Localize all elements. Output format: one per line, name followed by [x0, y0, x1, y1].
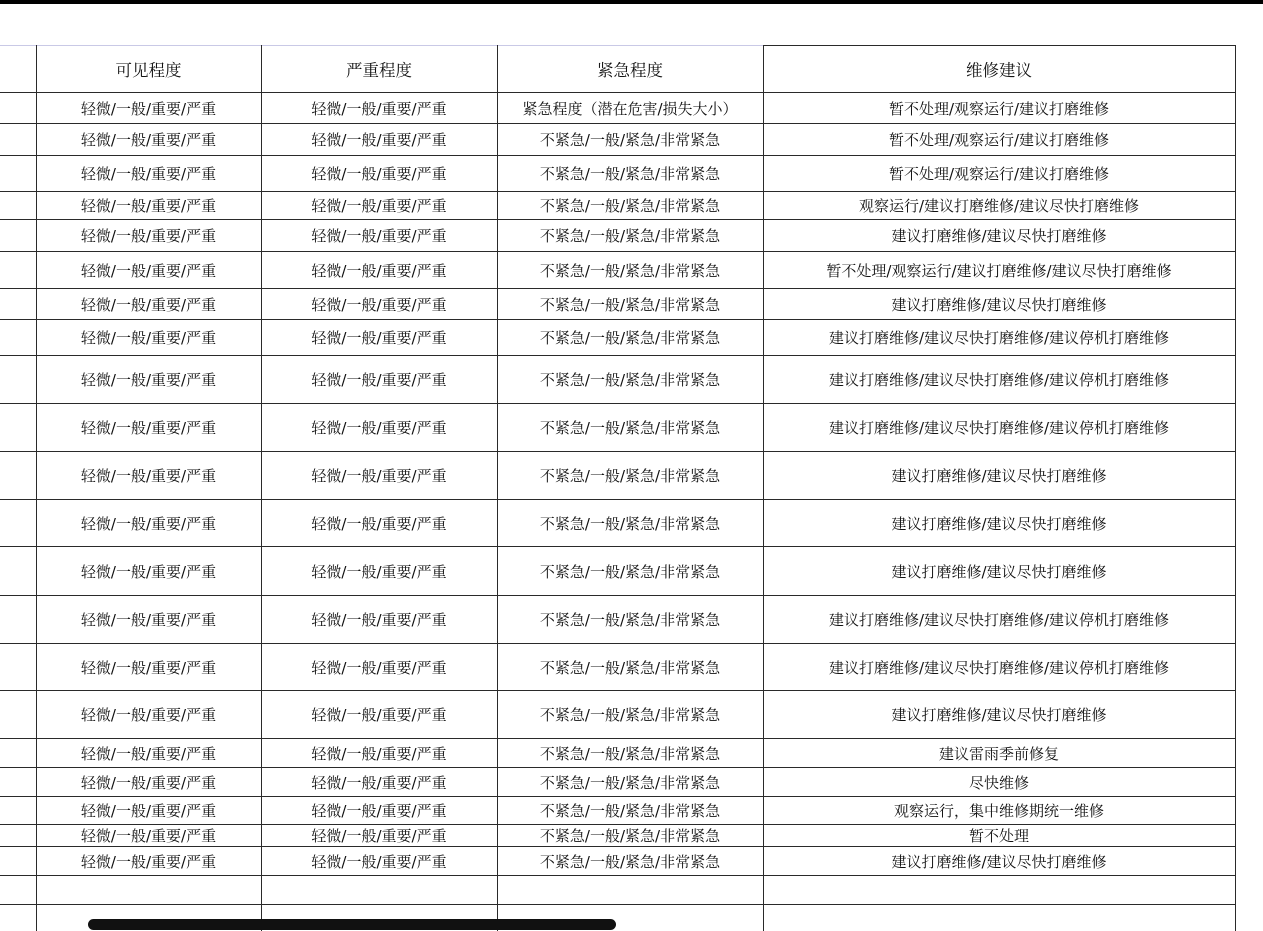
table-row: [0, 356, 1235, 404]
inspection-table: [0, 45, 1236, 931]
table-row: [0, 452, 1235, 500]
cell-stub[interactable]: [0, 547, 36, 596]
cell-stub[interactable]: [0, 596, 36, 644]
cell-urgency[interactable]: 不紧急/一般/紧急/非常紧急: [497, 739, 763, 768]
header-advice[interactable]: 维修建议: [763, 46, 1235, 93]
top-edge-bar: [0, 0, 1263, 4]
cell-visibility[interactable]: 轻微/一般/重要/严重: [36, 192, 261, 220]
cell-stub[interactable]: [0, 289, 36, 320]
cell-severity[interactable]: 轻微/一般/重要/严重: [261, 404, 497, 452]
cell-severity[interactable]: [261, 876, 497, 905]
table-row: [0, 93, 1235, 124]
cell-stub[interactable]: [0, 797, 36, 825]
header-row: [0, 46, 1235, 93]
table-row: [0, 289, 1235, 320]
cell-severity[interactable]: 轻微/一般/重要/严重: [261, 452, 497, 500]
cell-urgency[interactable]: 不紧急/一般/紧急/非常紧急: [497, 847, 763, 876]
table-row: [0, 644, 1235, 691]
cell-visibility[interactable]: 轻微/一般/重要/严重: [36, 404, 261, 452]
cell-stub[interactable]: [0, 500, 36, 547]
cell-stub[interactable]: [0, 156, 36, 192]
cell-severity[interactable]: 轻微/一般/重要/严重: [261, 93, 497, 124]
cell-severity[interactable]: 轻微/一般/重要/严重: [261, 768, 497, 797]
cell-advice[interactable]: 暂不处理/观察运行/建议打磨维修/建议尽快打磨维修: [763, 252, 1235, 289]
cell-visibility[interactable]: 轻微/一般/重要/严重: [36, 289, 261, 320]
cell-visibility[interactable]: 轻微/一般/重要/严重: [36, 825, 261, 847]
table-row: [0, 847, 1235, 876]
table-row: [0, 124, 1235, 156]
cell-stub[interactable]: [0, 644, 36, 691]
cell-advice[interactable]: 建议打磨维修/建议尽快打磨维修/建议停机打磨维修: [763, 320, 1235, 356]
cell-severity[interactable]: 轻微/一般/重要/严重: [261, 691, 497, 739]
cell-severity[interactable]: 轻微/一般/重要/严重: [261, 500, 497, 547]
cell-urgency[interactable]: 不紧急/一般/紧急/非常紧急: [497, 220, 763, 252]
cell-urgency[interactable]: 不紧急/一般/紧急/非常紧急: [497, 156, 763, 192]
cell-urgency[interactable]: 不紧急/一般/紧急/非常紧急: [497, 596, 763, 644]
cell-advice[interactable]: 建议打磨维修/建议尽快打磨维修/建议停机打磨维修: [763, 404, 1235, 452]
cell-severity[interactable]: 轻微/一般/重要/严重: [261, 192, 497, 220]
cell-urgency[interactable]: 不紧急/一般/紧急/非常紧急: [497, 289, 763, 320]
table-row: [0, 797, 1235, 825]
cell-advice[interactable]: 建议打磨维修/建议尽快打磨维修: [763, 847, 1235, 876]
cell-advice[interactable]: 建议雷雨季前修复: [763, 739, 1235, 768]
cell-stub[interactable]: [0, 124, 36, 156]
cell-advice[interactable]: 建议打磨维修/建议尽快打磨维修: [763, 452, 1235, 500]
cell-urgency[interactable]: 不紧急/一般/紧急/非常紧急: [497, 825, 763, 847]
cell-stub[interactable]: [0, 93, 36, 124]
cell-stub[interactable]: [0, 252, 36, 289]
cell-advice[interactable]: 建议打磨维修/建议尽快打磨维修: [763, 547, 1235, 596]
cell-stub[interactable]: [0, 404, 36, 452]
cell-visibility[interactable]: 轻微/一般/重要/严重: [36, 797, 261, 825]
cell-urgency[interactable]: 紧急程度（潜在危害/损失大小）: [497, 93, 763, 124]
cell-visibility[interactable]: 轻微/一般/重要/严重: [36, 500, 261, 547]
cell-advice[interactable]: 暂不处理/观察运行/建议打磨维修: [763, 156, 1235, 192]
table-row: [0, 404, 1235, 452]
cell-urgency[interactable]: 不紧急/一般/紧急/非常紧急: [497, 452, 763, 500]
cell-urgency[interactable]: 不紧急/一般/紧急/非常紧急: [497, 252, 763, 289]
cell-advice[interactable]: 建议打磨维修/建议尽快打磨维修/建议停机打磨维修: [763, 356, 1235, 404]
cell-urgency[interactable]: 不紧急/一般/紧急/非常紧急: [497, 404, 763, 452]
cell-stub[interactable]: [0, 452, 36, 500]
cell-severity[interactable]: 轻微/一般/重要/严重: [261, 289, 497, 320]
table-row: [0, 825, 1235, 847]
cell-visibility[interactable]: 轻微/一般/重要/严重: [36, 644, 261, 691]
cell-stub[interactable]: [0, 192, 36, 220]
cell-severity[interactable]: 轻微/一般/重要/严重: [261, 739, 497, 768]
cell-urgency[interactable]: 不紧急/一般/紧急/非常紧急: [497, 124, 763, 156]
cell-severity[interactable]: 轻微/一般/重要/严重: [261, 825, 497, 847]
cell-urgency[interactable]: 不紧急/一般/紧急/非常紧急: [497, 192, 763, 220]
cell-severity[interactable]: 轻微/一般/重要/严重: [261, 124, 497, 156]
cell-advice[interactable]: 建议打磨维修/建议尽快打磨维修/建议停机打磨维修: [763, 644, 1235, 691]
cell-urgency[interactable]: 不紧急/一般/紧急/非常紧急: [497, 644, 763, 691]
cell-stub[interactable]: [0, 320, 36, 356]
table-row: [0, 156, 1235, 192]
cell-urgency[interactable]: 不紧急/一般/紧急/非常紧急: [497, 691, 763, 739]
table-row: [0, 739, 1235, 768]
table-row: [0, 192, 1235, 220]
cell-severity[interactable]: 轻微/一般/重要/严重: [261, 220, 497, 252]
cell-visibility[interactable]: [36, 876, 261, 905]
cell-visibility[interactable]: 轻微/一般/重要/严重: [36, 124, 261, 156]
cell-advice[interactable]: [763, 876, 1235, 905]
spreadsheet-viewport[interactable]: [0, 45, 1263, 931]
table-row: [0, 596, 1235, 644]
cell-advice[interactable]: 暂不处理: [763, 825, 1235, 847]
cell-visibility[interactable]: 轻微/一般/重要/严重: [36, 320, 261, 356]
cell-stub[interactable]: [0, 220, 36, 252]
cell-severity[interactable]: 轻微/一般/重要/严重: [261, 320, 497, 356]
cell-advice[interactable]: 观察运行，集中维修期统一维修: [763, 797, 1235, 825]
cell-severity[interactable]: 轻微/一般/重要/严重: [261, 547, 497, 596]
cell-visibility[interactable]: 轻微/一般/重要/严重: [36, 847, 261, 876]
table-row: [0, 547, 1235, 596]
cell-visibility[interactable]: 轻微/一般/重要/严重: [36, 691, 261, 739]
horizontal-scrollbar[interactable]: [88, 919, 616, 930]
cell-advice[interactable]: [763, 905, 1235, 931]
cell-advice[interactable]: 建议打磨维修/建议尽快打磨维修: [763, 220, 1235, 252]
header-urgency[interactable]: 紧急程度: [497, 46, 763, 93]
cell-visibility[interactable]: 轻微/一般/重要/严重: [36, 596, 261, 644]
cell-urgency[interactable]: 不紧急/一般/紧急/非常紧急: [497, 320, 763, 356]
table-row: [0, 220, 1235, 252]
table-row: [0, 691, 1235, 739]
cell-stub[interactable]: [0, 876, 36, 905]
cell-stub[interactable]: [0, 739, 36, 768]
cell-visibility[interactable]: 轻微/一般/重要/严重: [36, 220, 261, 252]
header-stub-cell[interactable]: [0, 46, 36, 93]
cell-advice[interactable]: 建议打磨维修/建议尽快打磨维修/建议停机打磨维修: [763, 596, 1235, 644]
table-row: [0, 252, 1235, 289]
cell-visibility[interactable]: 轻微/一般/重要/严重: [36, 547, 261, 596]
cell-advice[interactable]: 建议打磨维修/建议尽快打磨维修: [763, 691, 1235, 739]
table-row: [0, 876, 1235, 905]
cell-urgency[interactable]: 不紧急/一般/紧急/非常紧急: [497, 500, 763, 547]
cell-visibility[interactable]: 轻微/一般/重要/严重: [36, 768, 261, 797]
cell-advice[interactable]: 建议打磨维修/建议尽快打磨维修: [763, 289, 1235, 320]
cell-stub[interactable]: [0, 847, 36, 876]
cell-advice[interactable]: 尽快维修: [763, 768, 1235, 797]
cell-visibility[interactable]: 轻微/一般/重要/严重: [36, 739, 261, 768]
cell-visibility[interactable]: 轻微/一般/重要/严重: [36, 156, 261, 192]
header-severity[interactable]: 严重程度: [261, 46, 497, 93]
table-row: [0, 768, 1235, 797]
cell-severity[interactable]: 轻微/一般/重要/严重: [261, 156, 497, 192]
cell-visibility[interactable]: 轻微/一般/重要/严重: [36, 452, 261, 500]
table-row: [0, 500, 1235, 547]
cell-urgency[interactable]: 不紧急/一般/紧急/非常紧急: [497, 797, 763, 825]
cell-urgency[interactable]: 不紧急/一般/紧急/非常紧急: [497, 547, 763, 596]
cell-visibility[interactable]: 轻微/一般/重要/严重: [36, 252, 261, 289]
cell-advice[interactable]: 暂不处理/观察运行/建议打磨维修: [763, 124, 1235, 156]
cell-severity[interactable]: 轻微/一般/重要/严重: [261, 847, 497, 876]
header-visibility[interactable]: 可见程度: [36, 46, 261, 93]
cell-stub[interactable]: [0, 768, 36, 797]
cell-visibility[interactable]: 轻微/一般/重要/严重: [36, 93, 261, 124]
cell-stub[interactable]: [0, 356, 36, 404]
cell-severity[interactable]: 轻微/一般/重要/严重: [261, 252, 497, 289]
cell-advice[interactable]: 暂不处理/观察运行/建议打磨维修: [763, 93, 1235, 124]
cell-visibility[interactable]: 轻微/一般/重要/严重: [36, 356, 261, 404]
cell-advice[interactable]: 观察运行/建议打磨维修/建议尽快打磨维修: [763, 192, 1235, 220]
cell-severity[interactable]: 轻微/一般/重要/严重: [261, 356, 497, 404]
table-row: [0, 320, 1235, 356]
cell-severity[interactable]: 轻微/一般/重要/严重: [261, 797, 497, 825]
cell-advice[interactable]: 建议打磨维修/建议尽快打磨维修: [763, 500, 1235, 547]
cell-stub[interactable]: [0, 825, 36, 847]
cell-severity[interactable]: 轻微/一般/重要/严重: [261, 644, 497, 691]
cell-urgency[interactable]: 不紧急/一般/紧急/非常紧急: [497, 356, 763, 404]
cell-stub[interactable]: [0, 905, 36, 931]
cell-urgency[interactable]: 不紧急/一般/紧急/非常紧急: [497, 768, 763, 797]
cell-stub[interactable]: [0, 691, 36, 739]
cell-urgency[interactable]: [497, 876, 763, 905]
cell-severity[interactable]: 轻微/一般/重要/严重: [261, 596, 497, 644]
